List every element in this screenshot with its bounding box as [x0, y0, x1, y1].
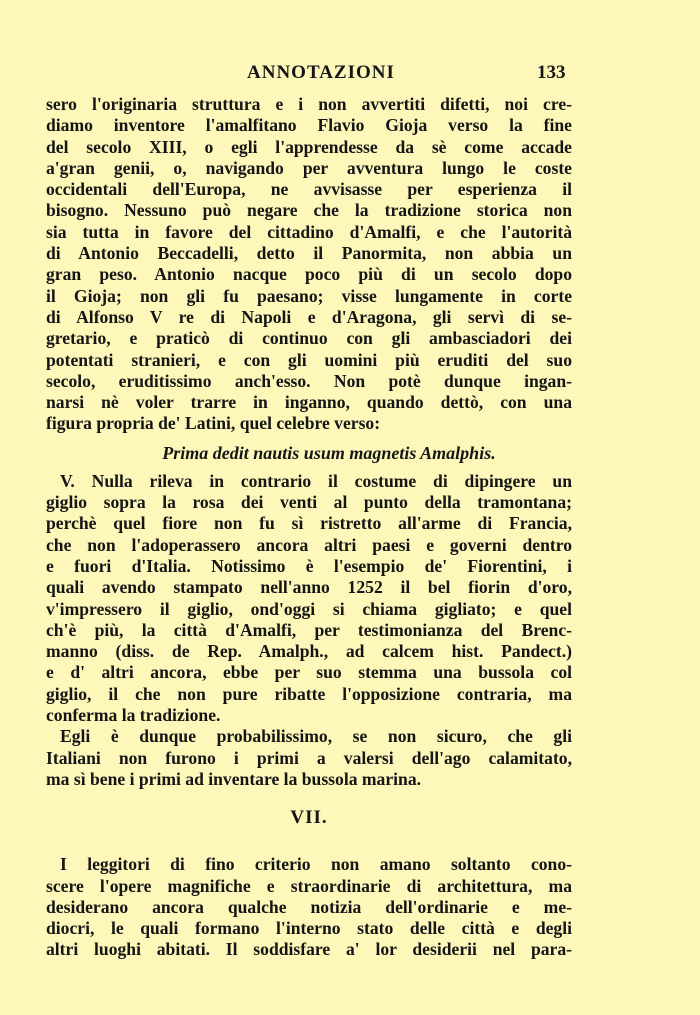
text-line: gran peso. Antonio nacque poco più di un secolo dopo: [46, 264, 572, 285]
text-line: di Antonio Beccadelli, detto il Panormita, non abbia un: [46, 243, 572, 264]
text-line: giglio, il che non pure ribatte l'opposizione contraria, ma: [46, 683, 572, 704]
text-line: V. Nulla rileva in contrario il costume di dipingere un: [60, 470, 572, 491]
text-line: ma sì bene i primi ad inventare la bussola marina.: [46, 768, 422, 789]
text-line: di Alfonso V re di Napoli e d'Aragona, gli servì di se-: [46, 306, 572, 327]
text-line: v'impressero il giglio, ond'oggi si chiama gigliato; e quel: [46, 598, 572, 619]
text-line: a'gran genii, o, navigando per avventura lungo le coste: [46, 157, 572, 178]
text-line: sero l'originaria struttura e i non avvertiti difetti, noi cre-: [46, 94, 572, 114]
text-line: e d' altri ancora, ebbe per suo stemma una bussola col: [46, 662, 572, 683]
text-line: figura propria de' Latini, quel celebre verso:: [46, 413, 381, 434]
text-line: il Gioja; non gli fu paesano; visse lungamente in corte: [46, 285, 572, 306]
text-line: potentati stranieri, e con gli uomini più eruditi del suo: [46, 349, 572, 370]
page-header: [0, 60, 700, 90]
text-line: manno (diss. de Rep. Amalph., ad calcem hist. Pandect.): [46, 641, 572, 662]
text-line: desiderano ancora qualche notizia dell'ordinarie e me-: [46, 896, 572, 917]
body-text: [46, 94, 572, 961]
paragraph-4: [46, 854, 572, 960]
text-line: diocri, le quali formano l'interno stato delle città e degli: [46, 918, 572, 939]
quoted-verse: Prima dedit nautis usum magnetis Amalphis.: [162, 442, 496, 463]
text-line: occidentali dell'Europa, ne avvisasse per esperienza il: [46, 179, 572, 200]
text-line: altri luoghi abitati. Il soddisfare a' lor desiderii nel para-: [46, 939, 572, 960]
text-line: del secolo XIII, o egli l'apprendesse da sè come accade: [46, 136, 572, 157]
text-line: Egli è dunque probabilissimo, se non sicuro, che gli: [60, 726, 572, 747]
text-line: narsi nè voler trarre in inganno, quando dettò, con una: [46, 392, 572, 413]
section-heading: VII.: [290, 807, 328, 829]
text-line: scere l'opere magnifiche e straordinarie di architettura, ma: [46, 875, 572, 896]
text-line: I leggitori di fino criterio non amano soltanto cono-: [60, 854, 572, 875]
text-line: conferma la tradizione.: [46, 705, 221, 726]
text-line: perchè quel fiore non fu sì ristretto all'arme di Francia,: [46, 513, 572, 534]
running-head: ANNOTAZIONI: [247, 62, 395, 83]
paragraph-1: [46, 94, 572, 435]
text-line: sia tutta in favore del cittadino d'Amalfi, e che l'autorità: [46, 221, 572, 242]
text-line: giglio sopra la rosa dei venti al punto della tramontana;: [46, 492, 572, 513]
text-line: e fuori d'Italia. Notissimo è l'esempio de' Fiorentini, i: [46, 555, 572, 576]
text-line: secolo, eruditissimo anch'esso. Non potè dunque ingan-: [46, 370, 572, 391]
text-line: diamo inventore l'amalfitano Flavio Gioja verso la fine: [46, 115, 572, 136]
text-line: gretario, e praticò di continuo con gli ambasciadori dei: [46, 328, 572, 349]
text-line: bisogno. Nessuno può negare che la tradizione storica non: [46, 200, 572, 221]
text-line: quali avendo stampato nell'anno 1252 il bel fiorin d'oro,: [46, 577, 572, 598]
text-line: ch'è più, la città d'Amalfi, per testimonianza del Brenc-: [46, 619, 572, 640]
page-number: 133: [537, 62, 566, 83]
paragraph-2: [46, 471, 572, 727]
paragraph-3: [46, 726, 572, 790]
text-line: che non l'adoperassero ancora altri paesi e governi dentro: [46, 534, 572, 555]
text-line: Italiani non furono i primi a valersi dell'ago calamitato,: [46, 747, 572, 768]
